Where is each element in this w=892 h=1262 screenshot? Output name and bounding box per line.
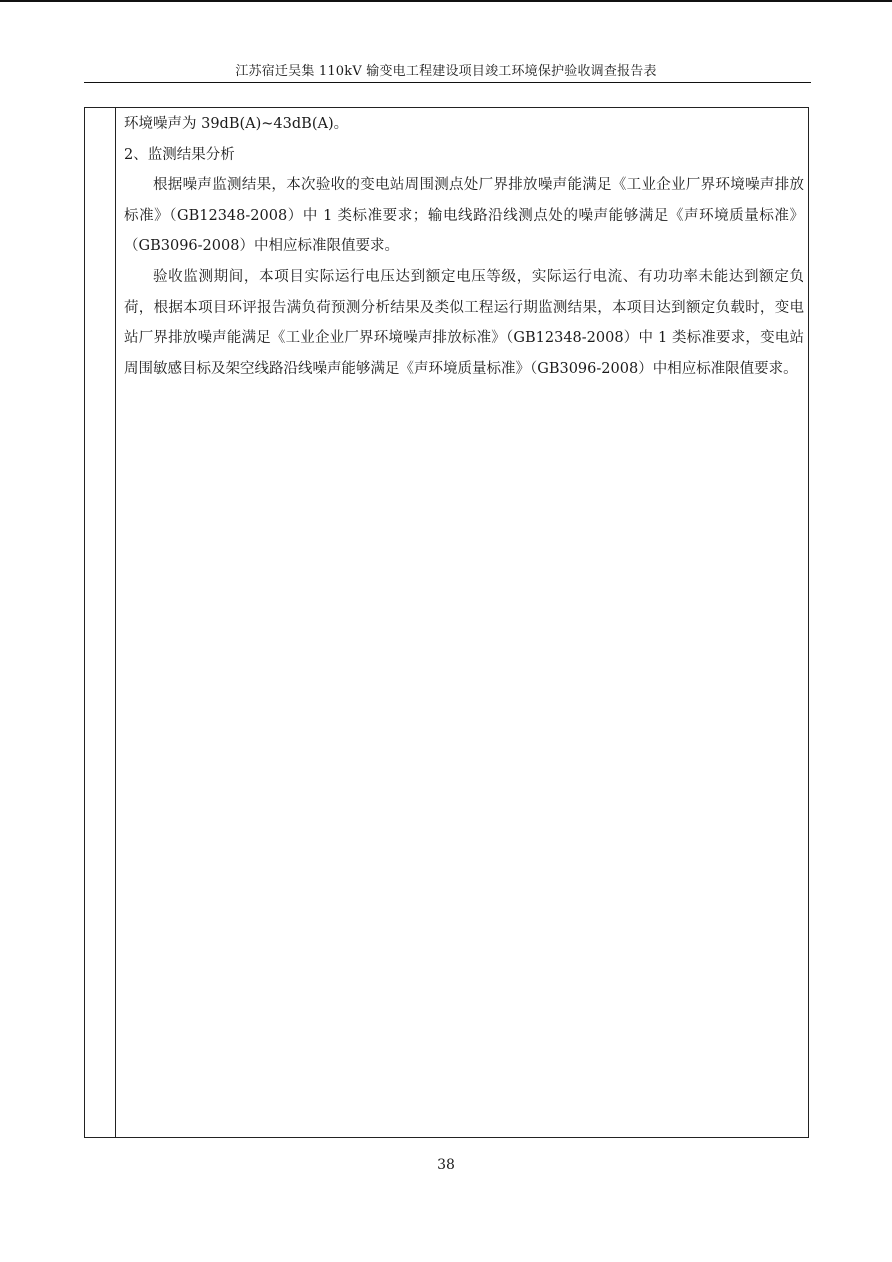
table-left-column-divider [115, 107, 116, 1138]
running-header-title: 江苏宿迁吴集 110kV 输变电工程建设项目竣工环境保护验收调查报告表 [235, 64, 657, 79]
noise-range-continuation: 环境噪声为 39dB(A)~43dB(A)。 [124, 116, 349, 132]
paragraph-monitoring-result: 根据噪声监测结果，本次验收的变电站周围测点处厂界排放噪声能满足《工业企业厂界环境噪声排放标准》（GB12348-2008）中 1 类标准要求；输电线路沿线测点处的噪声能够满足《声环境质量标准》（GB3096-2008）中相应标准限值要求。 [124, 177, 804, 255]
header-rule [84, 82, 811, 83]
report-content-cell [124, 109, 804, 384]
paragraph-acceptance-analysis: 验收监测期间，本项目实际运行电压达到额定电压等级，实际运行电流、有功功率未能达到额定负荷，根据本项目环评报告满负荷预测分析结果及类似工程运行期监测结果，本项目达到额定负载时，变电站厂界排放噪声能满足《工业企业厂界环境噪声排放标准》（GB12348-2008）中 1 类标准要求，变电站周围敏感目标及架空线路沿线噪声能够满足《声环境质量标准》（GB3096-2008）中相应标准限值要求。 [124, 268, 804, 377]
page-top-border [0, 0, 892, 2]
section-heading: 2、监测结果分析 [124, 146, 235, 163]
page-number: 38 [437, 1157, 455, 1173]
